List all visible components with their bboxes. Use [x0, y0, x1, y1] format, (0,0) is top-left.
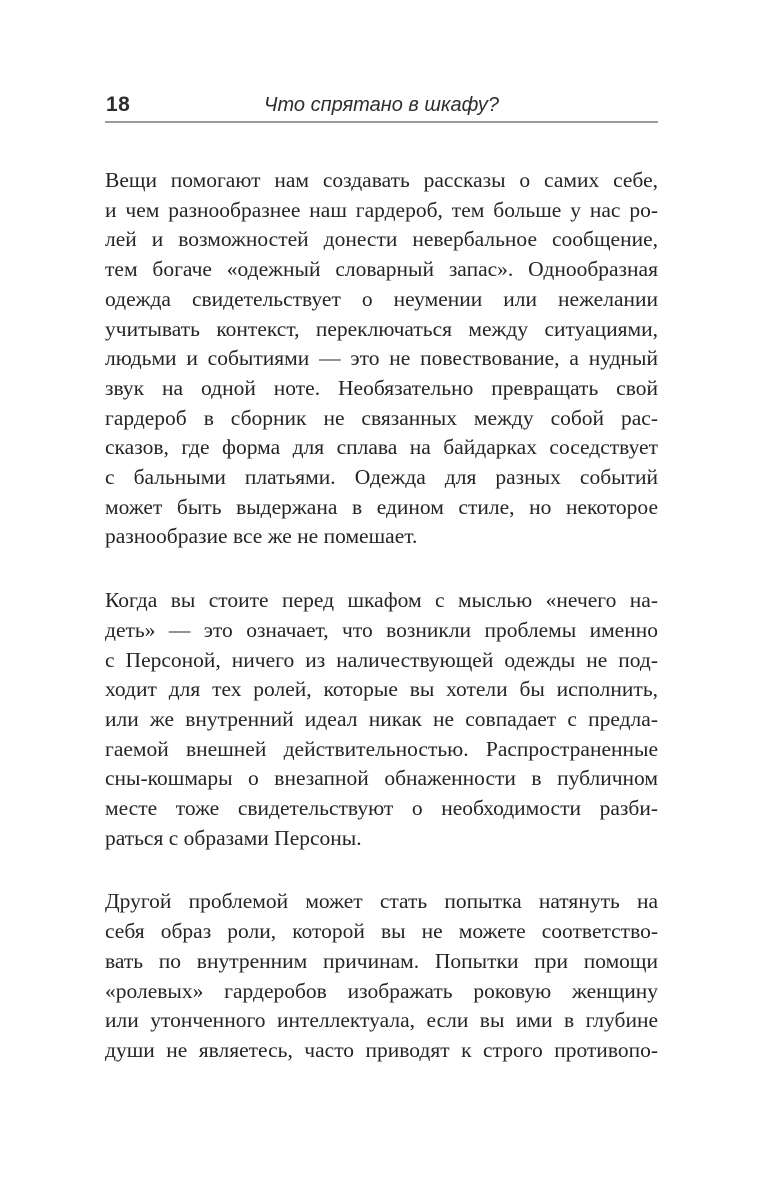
text-line: души не являетесь, часто приводят к строго противопо-	[105, 1037, 658, 1062]
text-line: Другой проблемой может стать попытка натянуть на	[105, 889, 658, 914]
text-line: тем богаче «одежный словарный запас». Однообразная	[105, 257, 658, 282]
text-line: или же внутренний идеал никак не совпадает с предла-	[105, 706, 658, 731]
page-body	[105, 166, 658, 1066]
page-header	[105, 94, 658, 123]
text-line: Вещи помогают нам создавать рассказы о самих себе,	[105, 168, 658, 192]
page-number: 18	[106, 93, 131, 116]
paragraph	[105, 166, 658, 552]
text-line: разнообразие все же не помешает.	[105, 524, 418, 549]
text-line: ходит для тех ролей, которые вы хотели бы исполнить,	[105, 677, 658, 702]
text-line: себя образ роли, которой вы не можете соответство-	[105, 919, 658, 944]
text-line: звук на одной ноте. Необязательно превращать свой	[105, 375, 658, 400]
text-line: сны-кошмары о внезапной обнаженности в публичном	[105, 766, 658, 791]
text-line: «ролевых» гардеробов изображать роковую женщину	[105, 978, 658, 1003]
text-line: с Персоной, ничего из наличествующей одежды не под-	[105, 647, 658, 672]
text-line: людьми и событиями — это не повествование, а нудный	[105, 346, 658, 371]
text-line: сказов, где форма для сплава на байдарках соседствует	[105, 435, 658, 460]
text-line: с бальными платьями. Одежда для разных событий	[105, 465, 658, 490]
text-line: раться с образами Персоны.	[105, 825, 362, 850]
paragraph	[105, 887, 658, 1065]
text-line: месте тоже свидетельствуют о необходимости разби-	[105, 796, 658, 821]
text-line: гардероб в сборник не связанных между собой рас-	[105, 405, 658, 430]
text-line: лей и возможностей донести невербальное сообщение,	[105, 227, 658, 252]
text-line: одежда свидетельствует о неумении или нежелании	[105, 286, 658, 311]
text-line: учитывать контекст, переключаться между ситуациями,	[105, 316, 658, 341]
text-line: вать по внутренним причинам. Попытки при помощи	[105, 948, 658, 973]
text-line: деть» — это означает, что возникли проблемы именно	[105, 617, 658, 642]
text-line: и чем разнообразнее наш гардероб, тем больше у нас ро-	[105, 197, 658, 222]
text-line: может быть выдержана в едином стиле, но некоторое	[105, 494, 658, 519]
text-line: Когда вы стоите перед шкафом с мыслью «нечего на-	[105, 588, 658, 613]
text-line: или утонченного интеллектуала, если вы ими в глубине	[105, 1008, 658, 1033]
text-line: гаемой внешней действительностью. Распространенные	[105, 736, 658, 761]
paragraph	[105, 586, 658, 853]
running-title: Что спрятано в шкафу?	[264, 94, 499, 116]
